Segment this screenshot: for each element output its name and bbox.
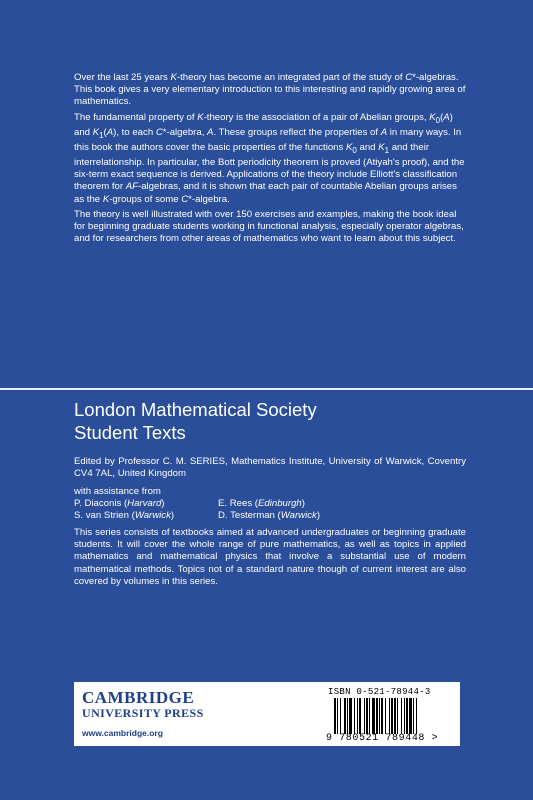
publisher-barcode-panel xyxy=(74,682,460,746)
series-title-line-2: Student Texts xyxy=(74,422,186,443)
assistance-heading: with assistance from xyxy=(74,486,161,497)
assistant-2: E. Rees (Edinburgh) xyxy=(218,498,305,509)
isbn-label: ISBN 0-521-78944-3 xyxy=(328,687,431,697)
series-title xyxy=(74,398,474,444)
blurb-paragraph-1: Over the last 25 years K-theory has become an integrated part of the study of C*-algebras. This book gives a very elementary introduction to this interesting and rapidly growing area of mathematics. xyxy=(74,72,466,108)
assistant-4: D. Testerman (Warwick) xyxy=(218,510,321,521)
divider-rule xyxy=(0,388,533,390)
assistant-1: P. Diaconis (Harvard) xyxy=(74,498,165,509)
publisher-name-line-2: UNIVERSITY PRESS xyxy=(82,706,204,720)
publisher-name-line-1: CAMBRIDGE xyxy=(82,688,195,707)
publisher-url[interactable]: www.cambridge.org xyxy=(82,728,163,738)
series-description: This series consists of textbooks aimed at advanced undergraduates or beginning graduate students. It will cover the whole range of pure mathematics, as well as topics in applied mathematics and mathematical physics that involve a substantial use of modern mathematical methods. Topics not of a standard nature though of current interest are also covered by volumes in this series. xyxy=(74,527,466,587)
series-title-line-1: London Mathematical Society xyxy=(74,399,317,420)
assistant-editors xyxy=(74,498,374,522)
publisher-logo xyxy=(82,689,204,720)
barcode-icon xyxy=(334,698,444,734)
assistant-3: S. van Strien (Warwick) xyxy=(74,510,175,521)
barcode-number: 9 780521 789448 > xyxy=(326,733,439,744)
blurb-paragraph-2: The fundamental property of K-theory is the association of a pair of Abelian groups, $K_0(A)$ and $K_1(A)$, to each C*-algebra, A. These groups reflect the properties of A in many ways. In this book the authors cover the basic properties of the functions $K_0$ and $K_1$ and their interrelationship. In particular, the Bott periodicity theorem is proved (Atiyah's proof), and the six-term exact sequence is derived. Applications of the theory include Elliott's classification theorem for AF-algebras, and it is shown that each pair of countable Abelian groups arises as the K-groups of some C*-algebra. xyxy=(74,111,465,205)
book-blurb xyxy=(74,72,466,248)
series-editor: Edited by Professor C. M. SERIES, Mathematics Institute, University of Warwick, Coventry CV4 7AL, United Kingdom xyxy=(74,456,466,479)
blurb-paragraph-3: The theory is well illustrated with over 150 exercises and examples, making the book ideal for beginning graduate students working in functional analysis, especially operator algebras, and for researchers from other areas of mathematics who want to learn about this subject. xyxy=(74,208,464,245)
